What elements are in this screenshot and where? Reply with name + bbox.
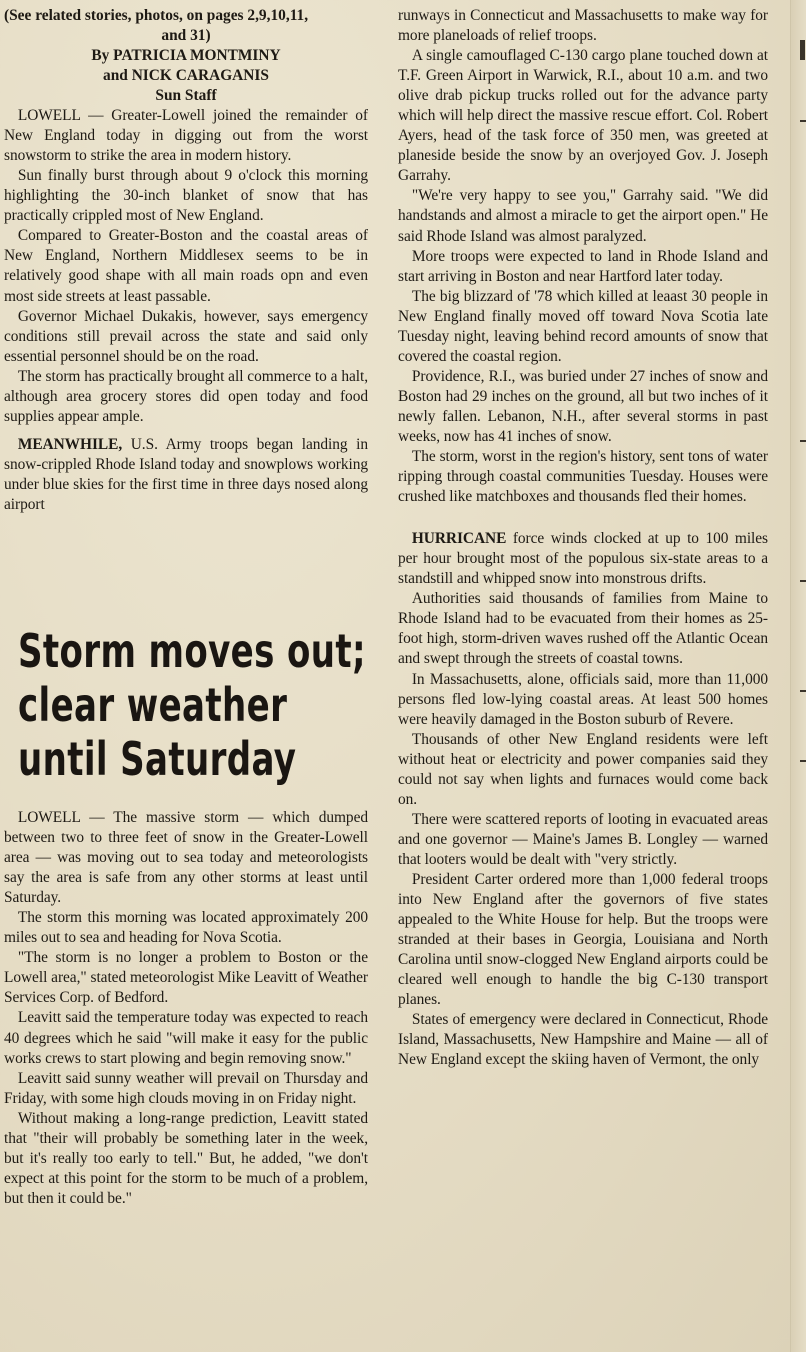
edge-mark (800, 120, 806, 122)
lead-word: HURRICANE (411, 530, 507, 548)
related-stories-note-cont: and 31) (161, 27, 211, 45)
paragraph: LOWELL — The massive storm — which dumped between two to three feet of snow in the Greater-Lowell area — was moving out to sea today and meteorologists say the area is safe from any other storms at least until Saturday. (4, 809, 368, 907)
lead-word: MEANWHILE, (17, 435, 123, 453)
paragraph: The storm this morning was located approximately 200 miles out to sea and heading for Nova Scotia. (4, 909, 368, 947)
byline-staff: Sun Staff (155, 87, 217, 105)
headline-line-1: Storm moves out; (18, 624, 366, 678)
paragraph-meanwhile (4, 435, 368, 515)
byline-author-2: and NICK CARAGANIS (103, 67, 269, 85)
paragraph: runways in Connecticut and Massachusetts to make way for more planeloads of relief troops. (398, 7, 768, 45)
story-column-left (4, 0, 368, 515)
paragraph: The big blizzard of '78 which killed at leaast 30 people in New England finally moved off toward Nova Scotia late Tuesday night, leaving behind record amounts of snow that covered the coastal region. (398, 287, 768, 365)
edge-mark (800, 40, 805, 60)
paragraph-hurricane (398, 529, 768, 589)
edge-mark (800, 440, 806, 442)
paragraph: The storm, worst in the region's history, sent tons of water ripping through coastal communities Tuesday. Houses were crushed like matchboxes and thousands fled their homes. (398, 448, 768, 506)
paragraph: A single camouflaged C-130 cargo plane touched down at T.F. Green Airport in Warwick, R.I., about 10 a.m. and two olive drab pickup trucks rolled out for the advance party which will help direct the massive rescue effort. Col. Robert Ayers, head of the task force of 350 men, was greeted at planeside beside the snow by an overjoyed Gov. J. Joseph Garrahy. (398, 47, 768, 185)
paragraph: More troops were expected to land in Rhode Island and start arriving in Boston and near Hartford later today. (398, 247, 768, 285)
paragraph: In Massachusetts, alone, officials said, more than 11,000 persons fled low-lying coastal areas. At least 500 homes were heavily damaged in the Boston suburb of Revere. (398, 670, 768, 728)
paragraph: "The storm is no longer a problem to Boston or the Lowell area," stated meteorologist Mike Leavitt of Weather Services Corp. of Bedford. (4, 949, 368, 1007)
headline (18, 624, 366, 786)
paragraph: There were scattered reports of looting in evacuated areas and one governor — Maine's James B. Longley — warned that looters would be dealt with "very strictly. (398, 810, 768, 868)
paragraph: Without making a long-range prediction, Leavitt stated that "their will probably be something later in the week, but it's really too early to tell." But, he added, "we don't expect at this point for the storm to be much of a problem, but then it could be." (4, 1109, 368, 1207)
paragraph: President Carter ordered more than 1,000 federal troops into New England after the governors of five states appealed to the White House for help. But the troops were stranded at their bases in Georgia, Louisiana and North Carolina until snow-clogged New England airports could be cleared well enough to handle the big C-130 transport planes. (398, 870, 768, 1009)
story-column-left-lower (4, 808, 368, 1209)
paragraph: States of emergency were declared in Connecticut, Rhode Island, Massachusetts, New Hampshire and Maine — all of New England except the skiing haven of Vermont, the only (398, 1011, 768, 1069)
adjacent-column-edge (790, 0, 806, 1352)
story-column-right (398, 6, 768, 1070)
paragraph: The storm has practically brought all commerce to a halt, although area grocery stores did open today and food supplies appear ample. (4, 367, 368, 425)
related-stories-note: (See related stories, photos, on pages 2,9,10,11, (4, 7, 309, 24)
paragraph-text: U.S. Army troops began landing in snow-crippled Rhode Island today and snowplows working under blue skies for the first time in three days nosed along airport (4, 435, 368, 513)
paragraph: Governor Michael Dukakis, however, says emergency conditions still prevail across the state and said only essential personnel should be on the road. (4, 307, 368, 365)
paragraph: "We're very happy to see you," Garrahy said. "We did handstands and almost a miracle to get the airport open." He said Rhode Island was almost paralyzed. (398, 187, 768, 245)
headline-line-2: clear weather (18, 678, 288, 732)
paragraph: LOWELL — Greater-Lowell joined the remainder of New England today in digging out from the worst snowstorm to strike the area in modern history. (4, 107, 368, 165)
paragraph: Compared to Greater-Boston and the coastal areas of New England, Northern Middlesex seems to be in relatively good shape with all main roads opn and even most side streets at least passable. (4, 227, 368, 305)
paragraph-text: force winds clocked at up to 100 miles per hour brought most of the populous six-state areas to a standstill and whipped snow into monstrous drifts. (398, 530, 768, 588)
headline-line-3: until Saturday (18, 732, 297, 786)
paragraph: Leavitt said sunny weather will prevail on Thursday and Friday, with some high clouds moving in on Friday night. (4, 1069, 368, 1107)
paragraph: Leavitt said the temperature today was expected to reach 40 degrees which he said "will make it easy for the public works crews to start plowing and begin removing snow." (4, 1009, 368, 1067)
paragraph: Providence, R.I., was buried under 27 inches of snow and Boston had 29 inches on the ground, all but two inches of it newly fallen. Lebanon, N.H., after several storms in past weeks, now has 41 inches of snow. (398, 367, 768, 445)
paragraph: Thousands of other New England residents were left without heat or electricity and power companies said they could not say when lights and furnaces would come back on. (398, 730, 768, 808)
edge-mark (800, 580, 806, 582)
edge-mark (800, 760, 806, 762)
paragraph: Sun finally burst through about 9 o'clock this morning highlighting the 30-inch blanket of snow that has practically crippled most of New England. (4, 167, 368, 225)
edge-mark (800, 690, 806, 692)
byline-author-1: By PATRICIA MONTMINY (91, 47, 281, 65)
paragraph: Authorities said thousands of families from Maine to Rhode Island had to be evacuated from their homes as 25-foot high, storm-driven waves rushed off the Atlantic Ocean and swept through the streets of coastal towns. (398, 590, 768, 668)
